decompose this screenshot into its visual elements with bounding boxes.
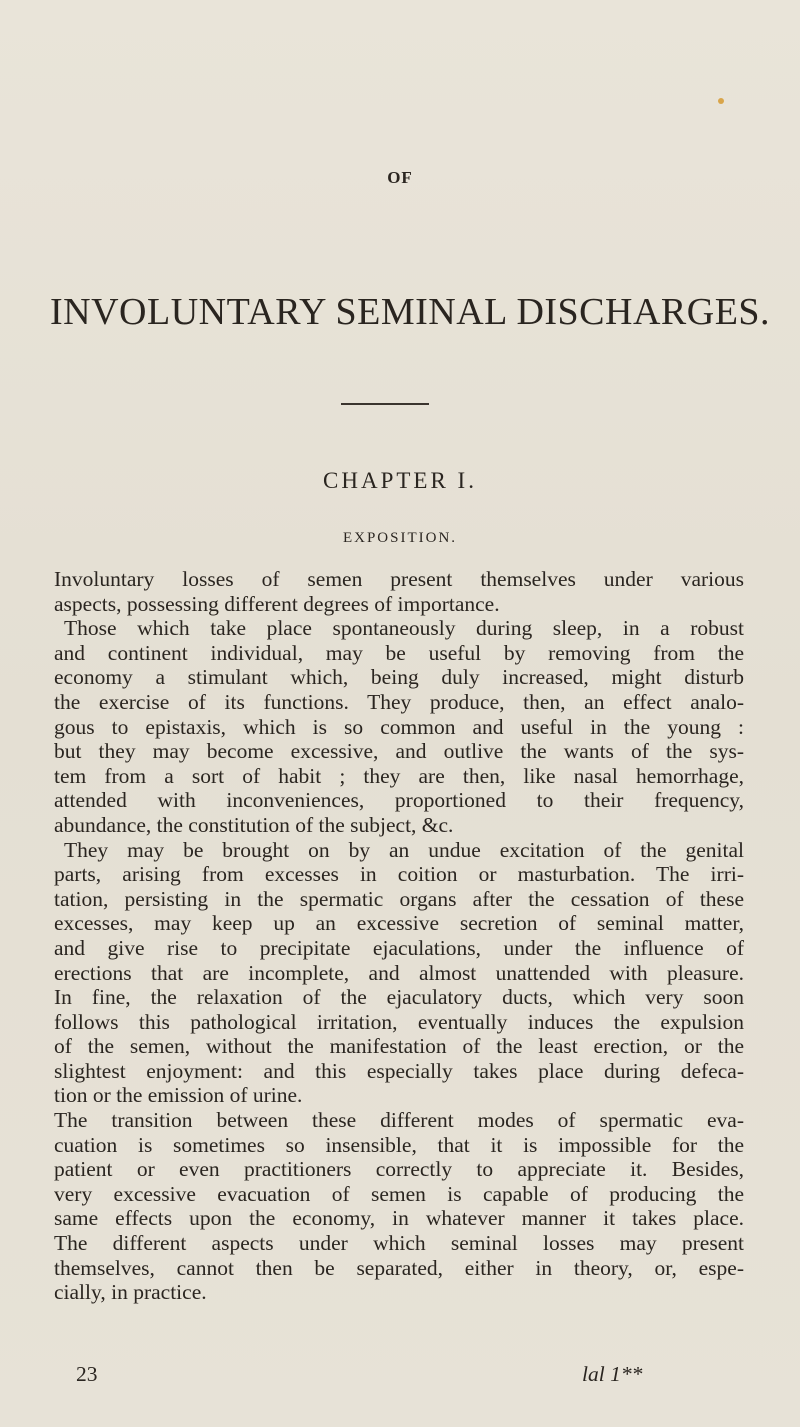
text-line: aspects, possessing different degrees of importance. [54, 591, 500, 616]
text-line: follows this pathological irritation, eventually induces the expulsion [54, 1009, 744, 1034]
text-line: cuation is sometimes so insensible, that it is impossible for the [54, 1132, 744, 1157]
text-line: tation, persisting in the spermatic organs after the cessation of these [54, 886, 744, 911]
text-line: themselves, cannot then be separated, either in theory, or, espe- [54, 1255, 744, 1280]
text-line: gous to epistaxis, which is so common and useful in the young : [54, 714, 744, 739]
text-line: Involuntary losses of semen present themselves under various [54, 567, 744, 591]
signature-number: 23 [76, 1362, 98, 1386]
text-line: cially, in practice. [54, 1280, 207, 1305]
text-line: of the semen, without the manifestation of the least erection, or the [54, 1034, 744, 1059]
text-line: patient or even practitioners correctly to appreciate it. Besides, [54, 1157, 744, 1182]
text-line: and continent individual, may be useful by removing from the [54, 640, 744, 665]
text-line: and give rise to precipitate ejaculations, under the influence of [54, 935, 744, 960]
text-line: The different aspects under which seminal losses may present [54, 1231, 744, 1256]
paragraph-1 [54, 567, 744, 616]
text-line: The transition between these different modes of spermatic eva- [54, 1108, 744, 1133]
text-line: tion or the emission of urine. [54, 1083, 303, 1108]
text-line: tem from a sort of habit ; they are then, like nasal hemorrhage, [54, 763, 744, 788]
title-divider [341, 403, 429, 405]
body-text [54, 567, 744, 1305]
text-line: economy a stimulant which, being duly increased, might disturb [54, 665, 744, 690]
text-line: abundance, the constitution of the subject, &c. [54, 812, 454, 837]
heading-of: OF [387, 168, 413, 187]
text-line: same effects upon the economy, in whatever manner it takes place. [54, 1206, 744, 1231]
main-title: INVOLUNTARY SEMINAL DISCHARGES. [50, 291, 771, 333]
paragraph-4 [54, 1108, 744, 1305]
text-line: In fine, the relaxation of the ejaculatory ducts, which very soon [54, 985, 744, 1010]
text-line: but they may become excessive, and outlive the wants of the sys- [54, 739, 744, 764]
text-line: very excessive evacuation of semen is capable of producing the [54, 1181, 744, 1206]
text-line: They may be brought on by an undue excitation of the genital [64, 837, 744, 862]
printer-mark: lal 1** [582, 1362, 643, 1386]
text-line: Those which take place spontaneously during sleep, in a robust [64, 616, 744, 641]
chapter-subtitle: EXPOSITION. [342, 530, 458, 546]
paragraph-3 [54, 838, 744, 1109]
text-line: attended with inconveniences, proportioned to their frequency, [54, 788, 744, 813]
text-line: excesses, may keep up an excessive secretion of seminal matter, [54, 911, 744, 936]
paragraph-2 [54, 616, 744, 837]
ink-spot [718, 98, 724, 104]
text-line: erections that are incomplete, and almost unattended with pleasure. [54, 960, 744, 985]
text-line: parts, arising from excesses in coition or masturbation. The irri- [54, 862, 744, 887]
chapter-heading: CHAPTER I. [323, 468, 477, 493]
text-line: slightest enjoyment: and this especially takes place during defeca- [54, 1058, 744, 1083]
text-line: the exercise of its functions. They produce, then, an effect analo- [54, 689, 744, 714]
